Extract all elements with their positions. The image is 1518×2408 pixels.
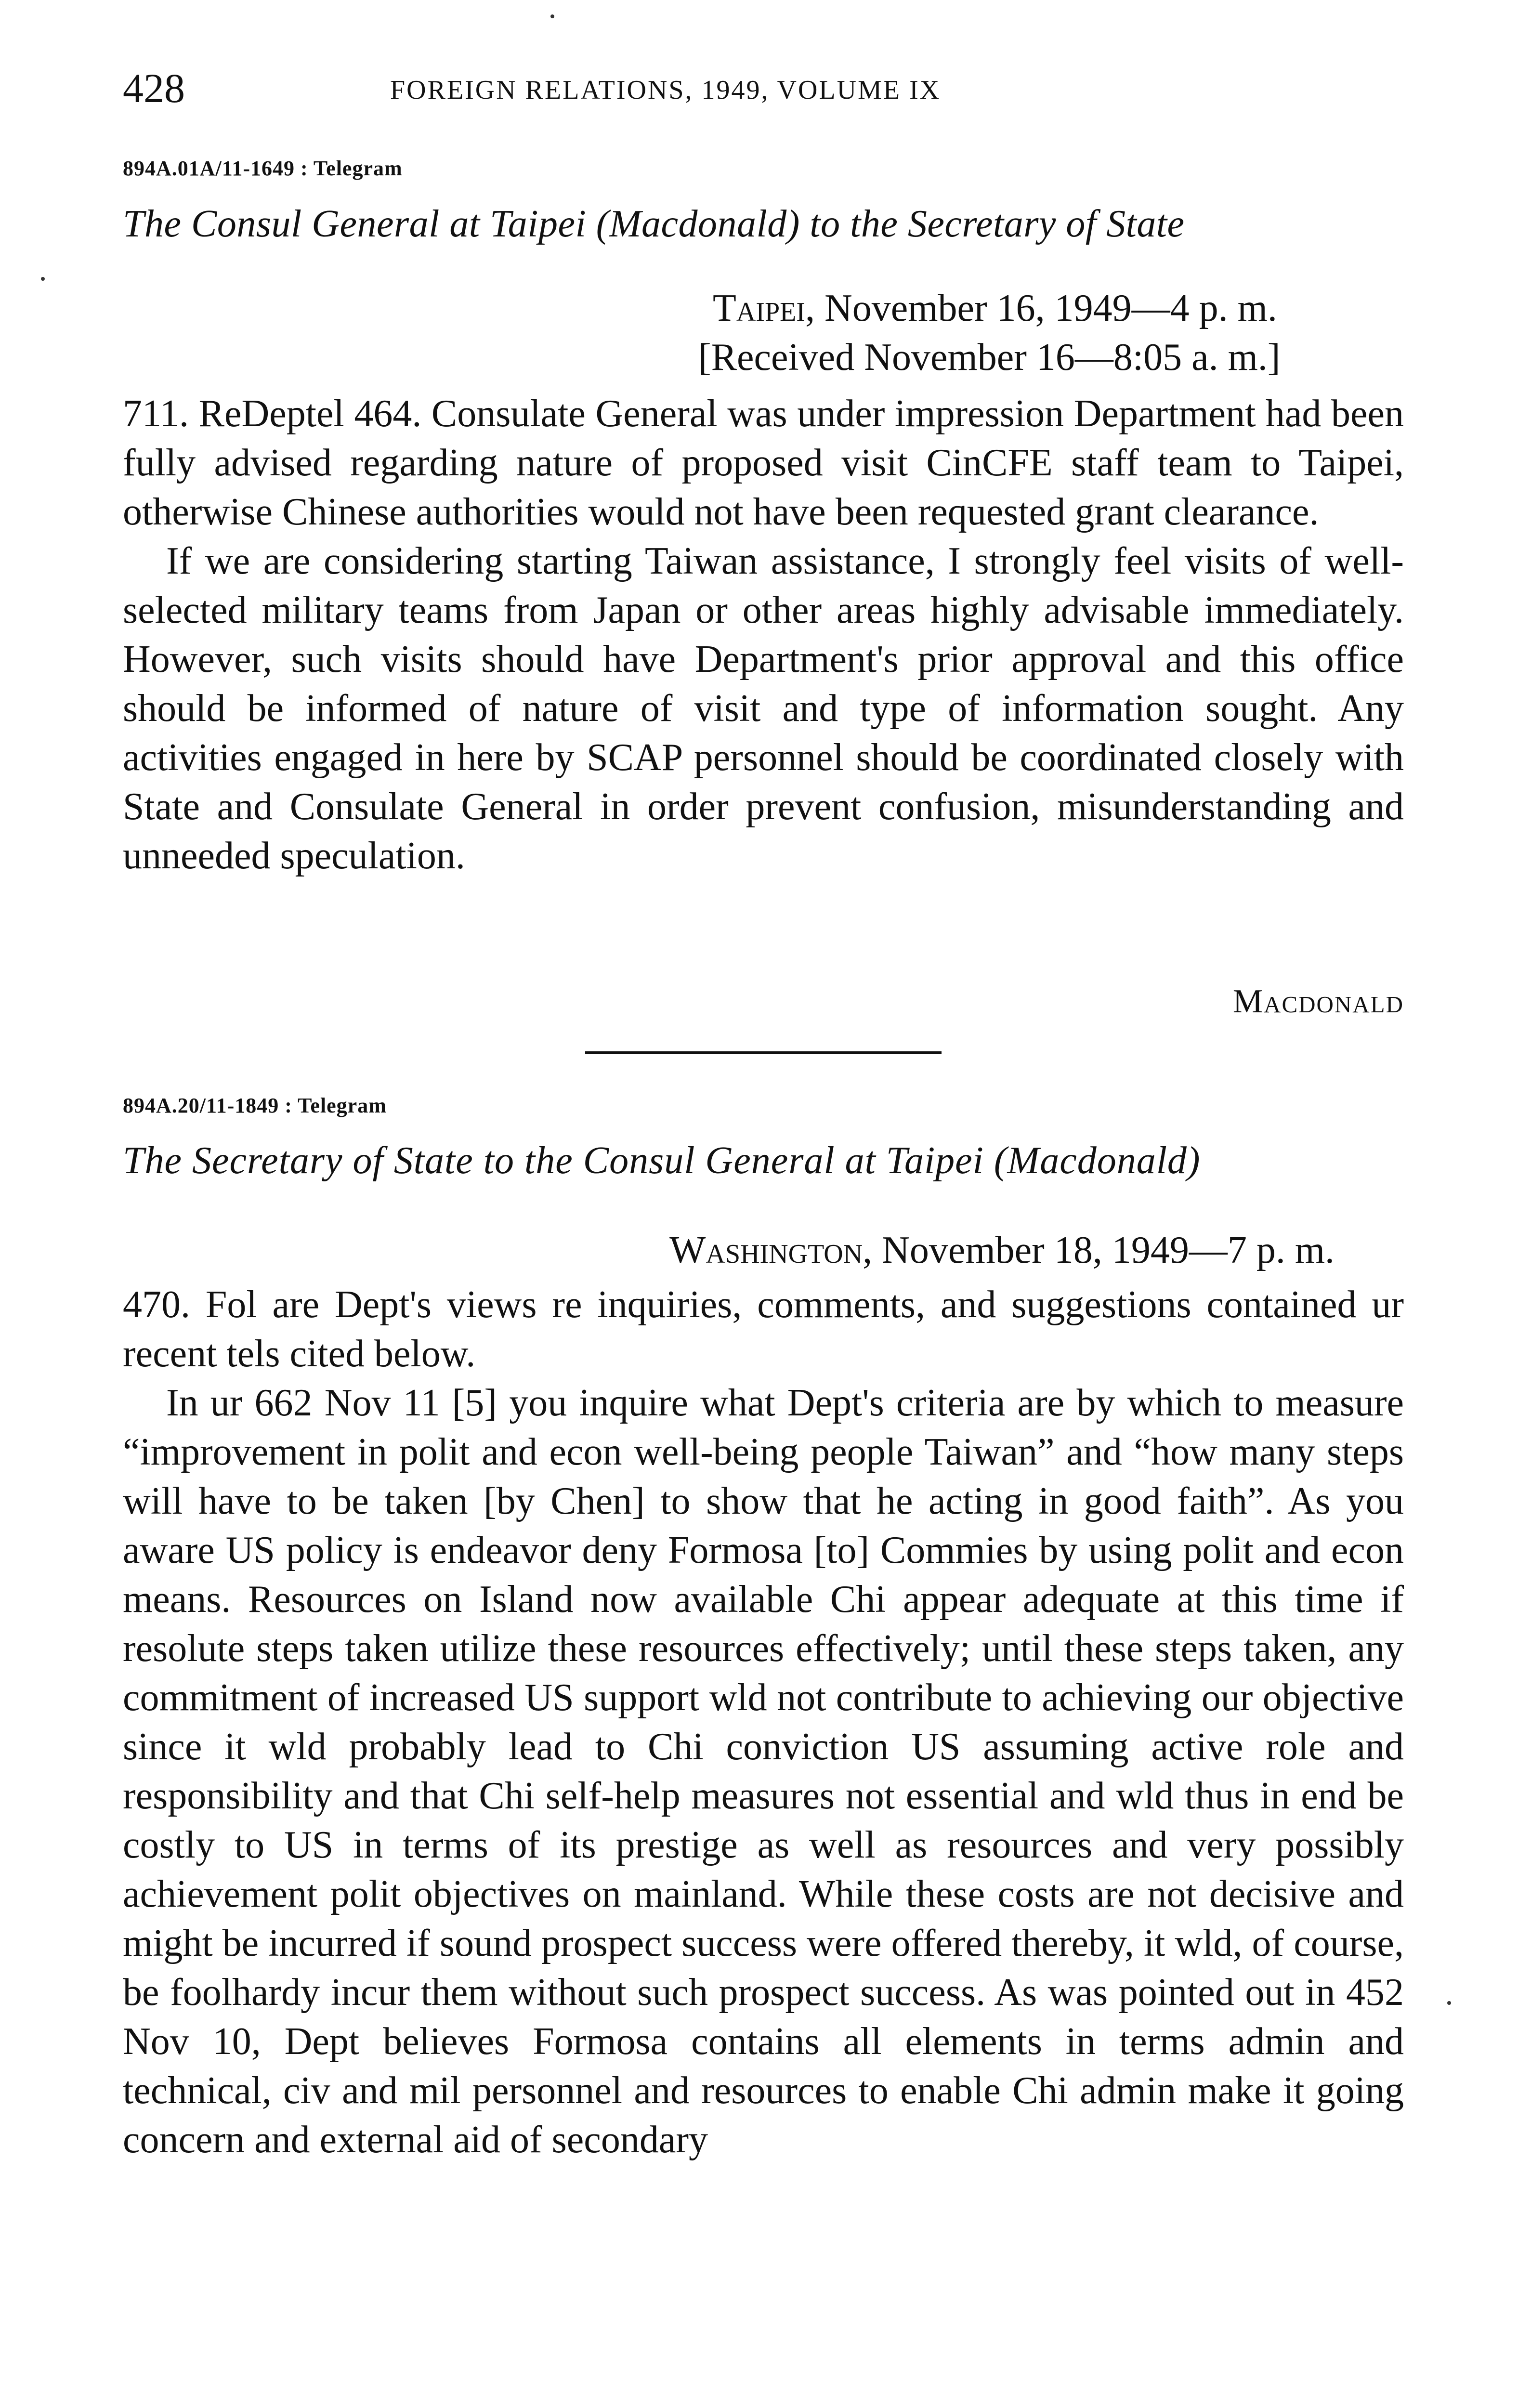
running-title: FOREIGN RELATIONS, 1949, VOLUME IX <box>390 75 941 105</box>
margin-dot-left <box>41 277 45 281</box>
section-separator <box>585 1051 942 1054</box>
document-1-paragraph: If we are considering starting Taiwan assistance, I strongly feel visits of well-selected military teams from Japan or other areas highly advisable immediately. However, such visits should have Department's prior approval and this office should be informed of nature of visit and type of information sought. Any activities engaged in here by SCAP personnel should be coordinated closely with State and Consulate General in order prevent confusion, misunderstanding and unneeded speculation. <box>123 540 1404 877</box>
document-2-dateline-place: Washington <box>669 1229 863 1271</box>
document-1-heading: The Consul General at Taipei (Macdonald) to the Secretary of State <box>123 203 1185 245</box>
document-2-file-ref: 894A.20/11-1849 : Telegram <box>123 1094 387 1117</box>
document-2-body <box>123 1280 1404 2164</box>
document-1-dateline <box>713 284 1404 332</box>
document-1-file-ref: 894A.01A/11-1649 : Telegram <box>123 157 403 180</box>
margin-dot-top <box>550 14 554 18</box>
document-2-heading: The Secretary of State to the Consul General at Taipei (Macdonald) <box>123 1139 1201 1182</box>
running-head <box>123 62 1404 115</box>
page-number: 428 <box>123 65 185 111</box>
document-1-signature: Macdonald <box>1232 983 1404 1020</box>
document-2-dateline <box>669 1226 1404 1274</box>
document-1-dateline-date: , November 16, 1949—4 p. m. <box>805 287 1277 329</box>
document-page <box>123 0 1404 2408</box>
document-2-dateline-date: , November 18, 1949—7 p. m. <box>863 1229 1335 1271</box>
document-1-dateline-place: Taipei <box>713 287 805 329</box>
document-1-paragraph: 711. ReDeptel 464. Consulate General was under impression Department had been fully advised regarding nature of proposed visit CinCFE staff team to Taipei, otherwise Chinese authorities would not have been requested grant clearance. <box>123 393 1404 533</box>
document-2-paragraph: 470. Fol are Dept's views re inquiries, comments, and suggestions contained ur recent tels cited below. <box>123 1283 1404 1375</box>
margin-dot-right <box>1447 2001 1451 2005</box>
document-2-paragraph: In ur 662 Nov 11 [5] you inquire what Dept's criteria are by which to measure “improvement in polit and econ well-being people Taiwan” and “how many steps will have to be taken [by Chen] to show that he acting in good faith”. As you aware US policy is endeavor deny Formosa [to] Commies by using polit and econ means. Resources on Island now available Chi appear adequate at this time if resolute steps taken utilize these resources effectively; until these steps taken, any commitment of increased US support wld not contribute to achieving our objective since it wld probably lead to Chi conviction US assuming active role and responsibility and that Chi self-help measures not essential and wld thus in end be costly to US in terms of its prestige as well as resources and very possibly achievement polit objectives on mainland. While these costs are not decisive and might be incurred if sound prospect success were offered thereby, it wld, of course, be foolhardy incur them without such prospect success. As was pointed out in 452 Nov 10, Dept believes Formosa contains all elements in terms admin and technical, civ and mil personnel and resources to enable Chi admin make it going concern and external aid of secondary <box>123 1382 1404 2161</box>
document-1-body <box>123 389 1404 880</box>
document-1-received: [Received November 16—8:05 a. m.] <box>698 336 1281 379</box>
